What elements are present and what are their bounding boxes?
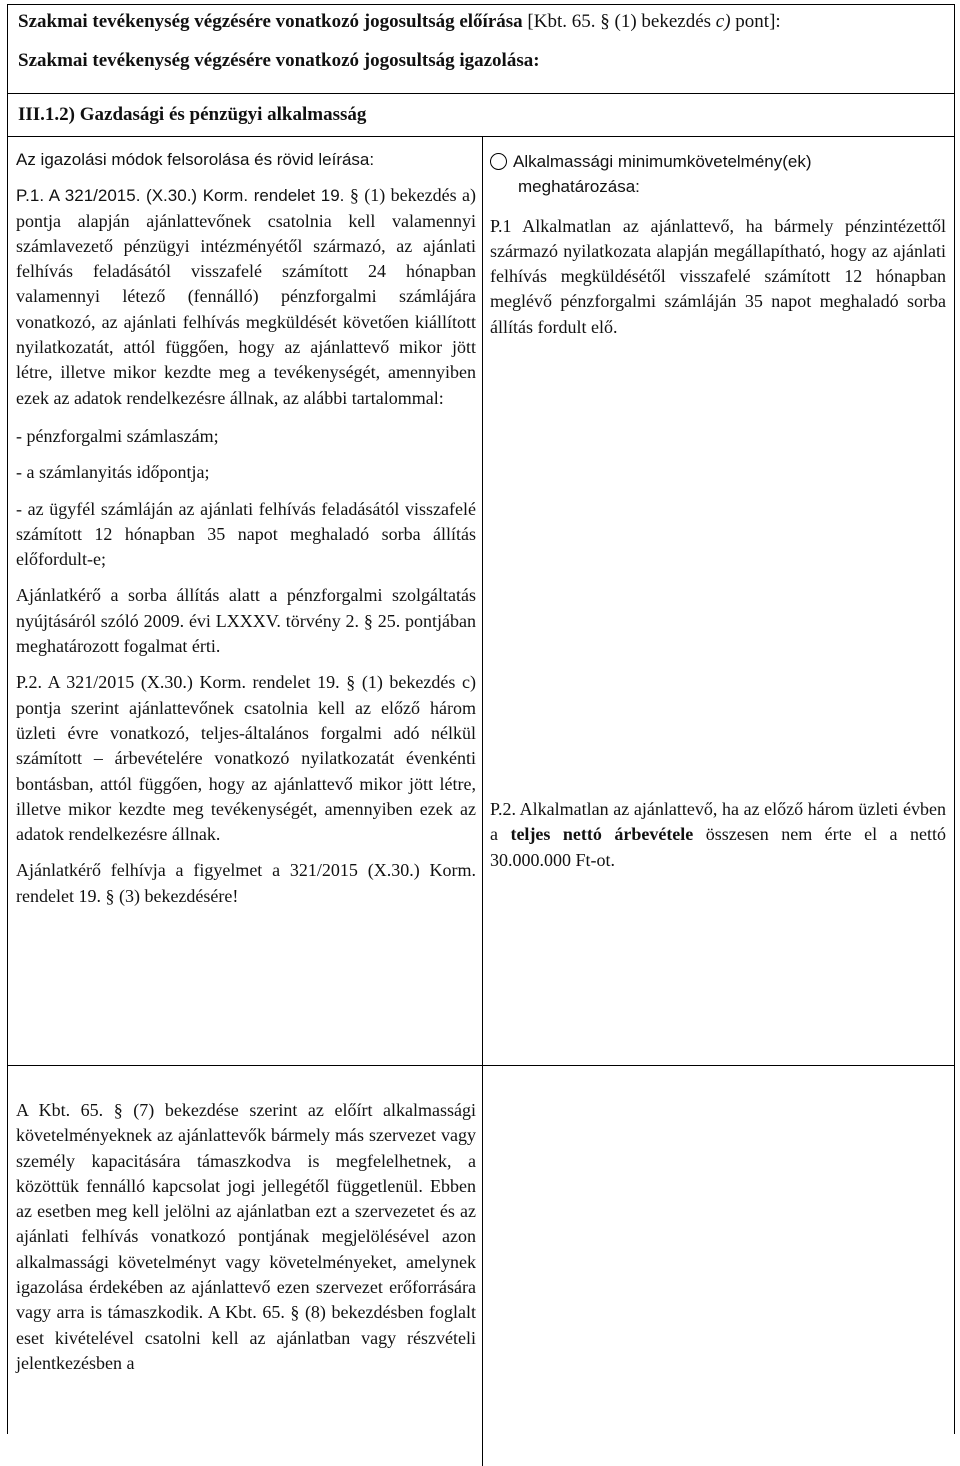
- column-divider: [482, 137, 483, 1065]
- left-column: [16, 147, 476, 909]
- capacity-reliance-text: A Kbt. 65. § (7) bekezdése szerint az előírt alkalmassági követelményeknek az ajánlattevők bármely más szervezet vagy személy kapacitására támaszkodva is megfelelhetnek, a közöttük fennálló kapcsolat jogi jellegétől függetlenül. Ebben az esetben meg kell jelölni az ajánlatban ezt a szervezetet és az ajánlati felhívás vonatkozó pontjának megjelölésével azon alkalmassági követelményt vagy követelményeket, amelynek igazolása érdekében az ajánlattevő ezen szervezet erőforrására vagy arra is támaszkodik. A Kbt. 65. § (8) bekezdésben foglalt eset kivételével csatolni kell az ajánlatban vagy részvételi jelentkezésben a: [16, 1100, 476, 1373]
- section-row: [8, 94, 954, 137]
- requirement-heading: [18, 11, 781, 33]
- p2-paragraph: P.2. A 321/2015 (X.30.) Korm. rendelet 19. § (1) bekezdés c) pontja szerint ajánlattevőnek csatolnia kell az előző három üzleti évre vonatkozó, teljes-általános forgalmi adó nélkül számított – árbevételére vonatkozó nyilatkozatát évenkénti bontásban, attól függően, hogy az ajánlattevő mikor jött létre, illetve mikor kezdte meg tevékenységét, amennyiben ezek az adatok rendelkezésre állnak.: [16, 672, 476, 845]
- requirement-reference-italic: c): [715, 11, 731, 32]
- header-row: [8, 5, 954, 94]
- right-column: [490, 149, 946, 340]
- radio-circle-icon[interactable]: [490, 153, 507, 170]
- list-item: - a számlanyitás időpontja;: [16, 462, 210, 483]
- proof-heading: Szakmai tevékenység végzésére vonatkozó jogosultság igazolása:: [18, 50, 540, 71]
- net-revenue-emphasis: teljes nettó árbevétele: [510, 824, 694, 845]
- radio-label-continued: meghatározása:: [518, 177, 640, 197]
- p2-requirement: P.2. Alkalmatlan az ajánlattevő, ha az előző három üzleti évben a teljes nettó árbevétele összesen nem érte el a nettó 30.000.000 Ft-ot.: [490, 799, 946, 870]
- form-table: [7, 4, 955, 1434]
- requirement-reference-end: pont]:: [730, 11, 781, 32]
- main-row: [8, 137, 954, 1066]
- minimum-requirement-option[interactable]: [490, 149, 946, 174]
- requirement-reference: [Kbt. 65. § (1) bekezdés: [522, 11, 716, 32]
- p1-sans-prefix: P.1. A 321/2015. (X.30.) Korm. rendelet 19.: [16, 186, 345, 206]
- attention-note: Ajánlatkérő felhívja a figyelmet a 321/2015 (X.30.) Korm. rendelet 19. § (3) bekezdésére!: [16, 860, 476, 906]
- p1-requirement: P.1 Alkalmatlan az ajánlattevő, ha bármely pénzintézettől származó nyilatkozata alapján megállapítható, hogy az ajánlati felhívás megküldésétől visszafelé számított 12 hónapban meglévő pénzforgalmi számláján 35 napot meghaladó sorba állítás fordult elő.: [490, 215, 946, 337]
- list-item: - pénzforgalmi számlaszám;: [16, 425, 219, 446]
- radio-label: Alkalmassági minimumkövetelmény(ek): [513, 152, 812, 171]
- definition-note: Ajánlatkérő a sorba állítás alatt a pénzforgalmi szolgáltatás nyújtásáról szóló 2009. évi LXXXV. törvény 2. § 25. pontjában meghatározott fogalmat érti.: [16, 585, 476, 657]
- requirement-title: Szakmai tevékenység végzésére vonatkozó jogosultság előírása: [18, 11, 523, 32]
- intro-text: Az igazolási módok felsorolása és rövid leírása:: [16, 150, 375, 169]
- p1-paragraph: [16, 183, 476, 411]
- column-divider: [482, 1066, 483, 1466]
- section-title: III.1.2) Gazdasági és pénzügyi alkalmasság: [18, 104, 367, 125]
- list-item: - az ügyfél számláján az ajánlati felhívás feladásától visszafelé számított 12 hónapban 35 napot meghaladó sorba állítás előfordult-e;: [16, 498, 476, 570]
- p1-body: § (1) bekezdés a) pontja alapján ajánlattevőnek csatolnia kell valamennyi számlavezető pénzügyi intézményétől származó, az ajánlati felhívás feladásától visszafelé számított 24 hónapban valamennyi létező (fennálló) pénzforgalmi számlájára vonatkozó, az ajánlati felhívás megküldését követően kiállított nyilatkozatát, attól függően, hogy az ajánlattevő mikor jött létre, illetve mikor kezdte meg a tevékenységét, amennyiben ezek az adatok rendelkezésre állnak, az alábbi tartalommal:: [16, 185, 477, 408]
